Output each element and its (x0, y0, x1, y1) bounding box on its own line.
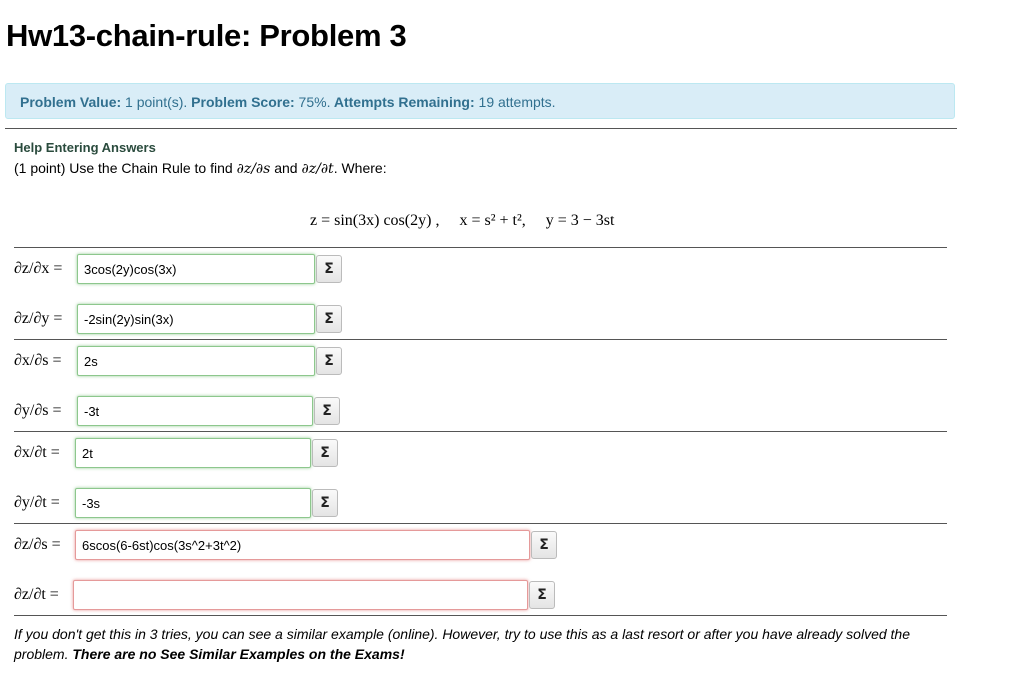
answer-input-dy-ds[interactable] (77, 396, 313, 426)
problem-value: 1 point(s). (121, 94, 188, 110)
equation-editor-button[interactable]: Σ (316, 255, 342, 283)
statement-mid: and (270, 160, 302, 176)
answer-label-dy-dt: ∂y/∂t = (14, 494, 60, 511)
answer-label-dz-dx: ∂z/∂x = (14, 260, 63, 277)
answer-label-dx-ds: ∂x/∂s = (14, 352, 62, 369)
answer-label-dz-ds: ∂z/∂s = (14, 536, 61, 553)
page-title: Hw13-chain-rule: Problem 3 (6, 18, 407, 53)
answer-label-dy-ds: ∂y/∂s = (14, 402, 62, 419)
answer-label-dz-dt: ∂z/∂t = (14, 586, 59, 603)
answer-input-dy-dt[interactable] (75, 488, 311, 518)
divider (14, 431, 947, 432)
equation-editor-button[interactable]: Σ (316, 347, 342, 375)
problem-score: 75%. (294, 94, 331, 110)
equation-editor-button[interactable]: Σ (314, 397, 340, 425)
divider (14, 523, 947, 524)
answer-label-dx-dt: ∂x/∂t = (14, 444, 60, 461)
statement-pre: (1 point) Use the Chain Rule to find (14, 160, 237, 176)
divider (14, 615, 947, 616)
footer-italic-text: If you don't get this in 3 tries, you can see a similar example (online). However, try to use this as a last resort or after you have already solved the problem. (14, 626, 910, 662)
attempts-remaining-label: Attempts Remaining: (330, 94, 475, 110)
answer-input-dz-dt[interactable] (73, 580, 528, 610)
help-entering-answers-link[interactable]: Help Entering Answers (14, 140, 156, 155)
equation-editor-button[interactable]: Σ (312, 489, 338, 517)
equation-editor-button[interactable]: Σ (312, 439, 338, 467)
problem-equation: z = sin(3x) cos(2y) , x = s² + t², y = 3 − 3st (310, 212, 615, 229)
answer-label-dz-dy: ∂z/∂y = (14, 310, 63, 327)
answer-input-dz-ds[interactable] (75, 530, 530, 560)
answer-input-dz-dy[interactable] (77, 304, 315, 334)
problem-value-label: Problem Value: (20, 94, 122, 110)
divider (5, 128, 957, 129)
statement-derivative-1: ∂z/∂s (236, 161, 271, 177)
answer-input-dz-dx[interactable] (77, 254, 315, 284)
answer-input-dx-ds[interactable] (77, 346, 315, 376)
footer-bold-text: There are no See Similar Examples on the Exams! (72, 646, 405, 662)
equation-editor-button[interactable]: Σ (316, 305, 342, 333)
equation-editor-button[interactable]: Σ (531, 531, 557, 559)
answer-input-dx-dt[interactable] (75, 438, 311, 468)
footer-note (14, 624, 934, 664)
problem-score-label: Problem Score: (187, 94, 295, 110)
problem-statement (14, 160, 387, 177)
divider (14, 339, 947, 340)
divider (14, 247, 947, 248)
attempts-remaining: 19 attempts. (474, 94, 556, 110)
statement-post: . Where: (333, 160, 387, 176)
problem-info-bar (5, 83, 955, 119)
statement-derivative-2: ∂z/∂t (301, 161, 334, 177)
equation-editor-button[interactable]: Σ (529, 581, 555, 609)
